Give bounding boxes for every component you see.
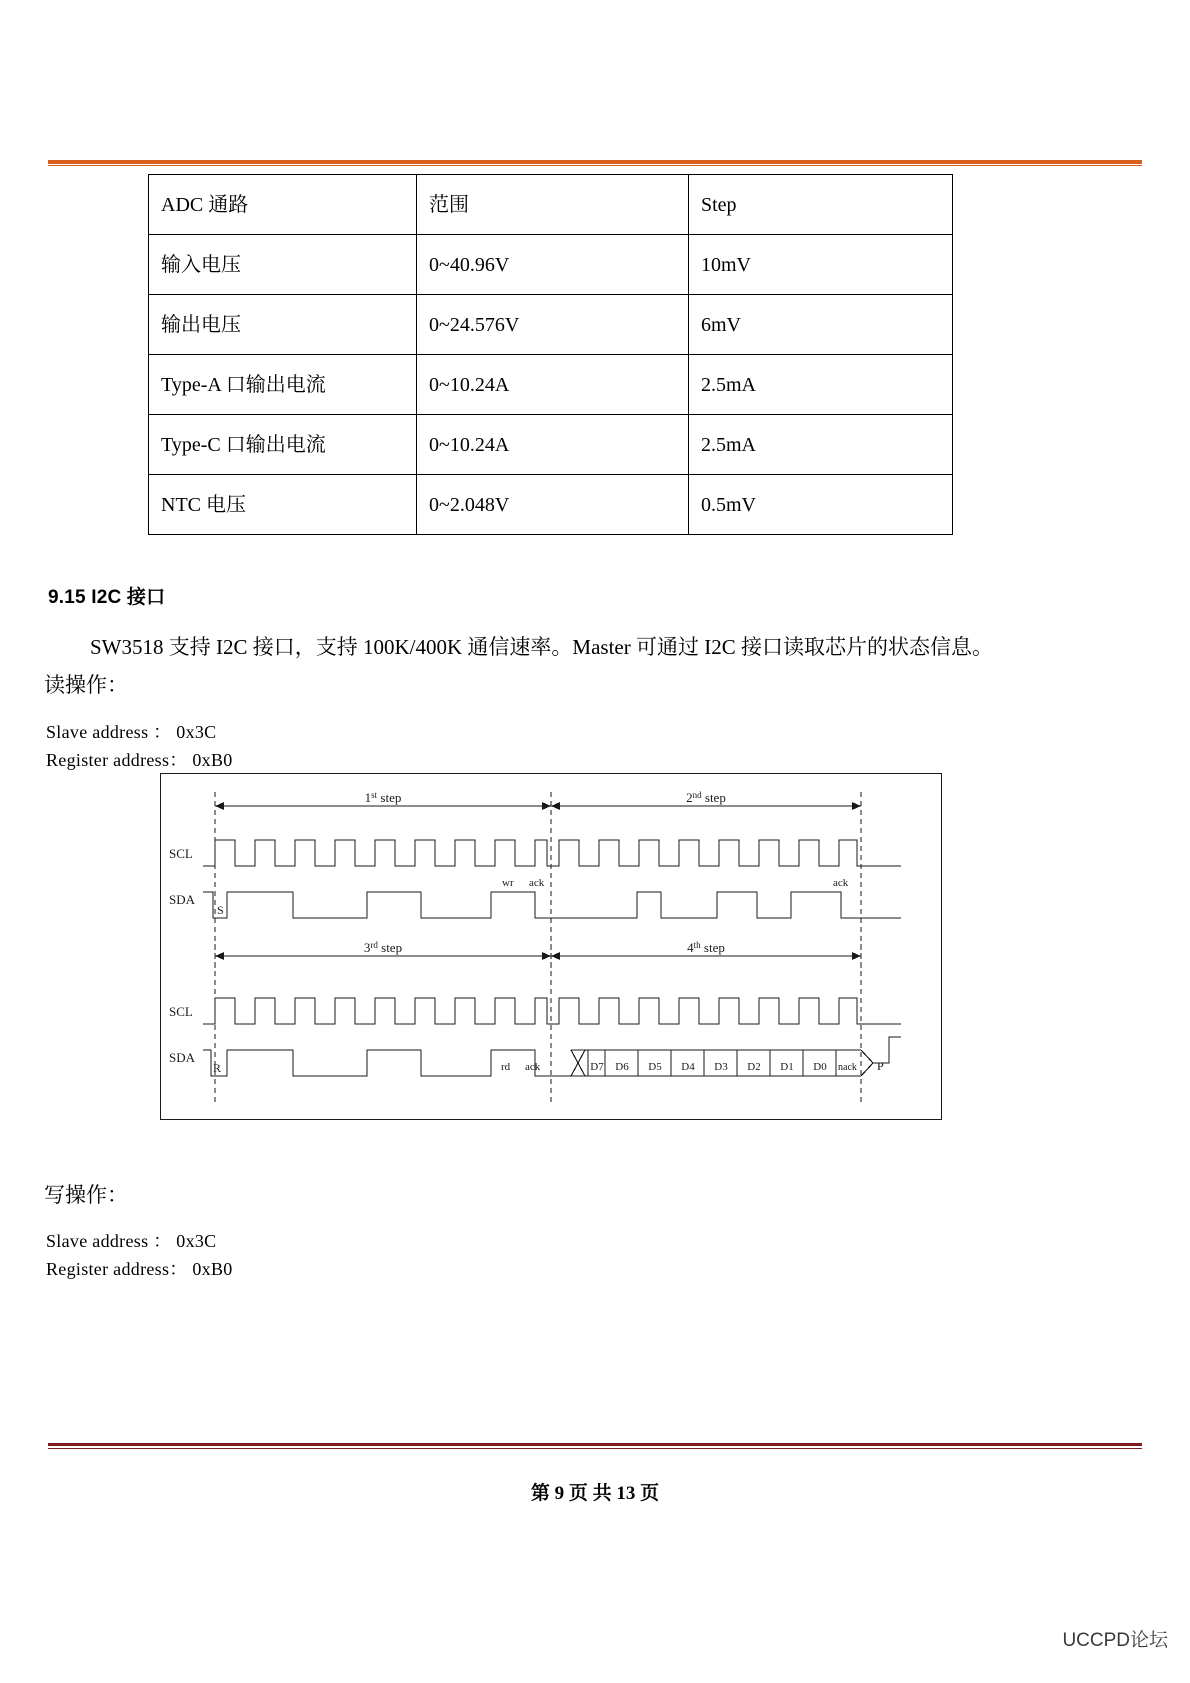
table-cell: 0~40.96V xyxy=(417,235,689,295)
table-cell: 输出电压 xyxy=(149,295,417,355)
i2c-read-timing-figure xyxy=(160,773,942,1120)
watermark: UCCPD论坛 xyxy=(1062,1630,1168,1651)
table-cell: 6mV xyxy=(689,295,953,355)
footer-rule-thin xyxy=(48,1448,1142,1449)
step-label-2: 2nd step xyxy=(686,790,726,805)
section-paragraph: SW3518 支持 I2C 接口，支持 100K/400K 通信速率。Master 可通过 I2C 接口读取芯片的状态信息。 xyxy=(90,635,993,659)
data-bit-d5: D5 xyxy=(648,1061,662,1073)
header-rule-thick xyxy=(48,160,1142,164)
signal-label-scl-2: SCL xyxy=(169,1004,193,1019)
table-cell: 0~2.048V xyxy=(417,475,689,535)
table-row xyxy=(149,475,953,535)
table-cell: 10mV xyxy=(689,235,953,295)
annotation-stop: P xyxy=(877,1059,884,1073)
step-label-3: 3rd step xyxy=(363,940,403,955)
signal-label-sda-2: SDA xyxy=(169,1050,196,1065)
table-header-row xyxy=(149,175,953,235)
annotation-ack-1: ack xyxy=(529,877,545,889)
page-number: 第 9 页 共 13 页 xyxy=(530,1483,660,1504)
footer-rule-thick xyxy=(48,1443,1142,1446)
annotation-nack: nack xyxy=(838,1062,857,1073)
step-label-4: 4th step xyxy=(687,940,725,955)
table-cell: 0.5mV xyxy=(689,475,953,535)
table-cell: 0~24.576V xyxy=(417,295,689,355)
table-header-cell: ADC 通路 xyxy=(149,175,417,235)
table-cell: 输入电压 xyxy=(149,235,417,295)
write-operation-label: 写操作： xyxy=(44,1183,128,1207)
table-header-cell: Step xyxy=(689,175,953,235)
table-row xyxy=(149,415,953,475)
data-bit-d7: D7 xyxy=(590,1061,604,1073)
timing-diagram-svg xyxy=(161,774,939,1117)
read-operation-label: 读操作： xyxy=(44,673,128,697)
write-register-address: Register address： 0xB0 xyxy=(46,1259,233,1279)
data-bit-d2: D2 xyxy=(747,1061,761,1073)
table-row xyxy=(149,235,953,295)
data-bit-d3: D3 xyxy=(714,1061,728,1073)
signal-label-scl-1: SCL xyxy=(169,846,193,861)
adc-spec-table xyxy=(148,174,953,535)
annotation-ack-2: ack xyxy=(833,877,849,889)
table-cell: Type-C 口输出电流 xyxy=(149,415,417,475)
annotation-start: S xyxy=(217,903,224,917)
table-row xyxy=(149,355,953,415)
write-slave-address: Slave address ： 0x3C xyxy=(46,1231,217,1251)
table-header-cell: 范围 xyxy=(417,175,689,235)
table-row xyxy=(149,295,953,355)
annotation-rd: rd xyxy=(501,1061,511,1073)
annotation-ack-3: ack xyxy=(525,1061,541,1073)
data-bit-d4: D4 xyxy=(681,1061,695,1073)
table-cell: 2.5mA xyxy=(689,355,953,415)
table-cell: Type-A 口输出电流 xyxy=(149,355,417,415)
read-slave-address: Slave address ： 0x3C xyxy=(46,722,217,742)
table-cell: NTC 电压 xyxy=(149,475,417,535)
section-heading: 9.15 I2C 接口 xyxy=(48,587,166,608)
table-cell: 2.5mA xyxy=(689,415,953,475)
read-register-address: Register address： 0xB0 xyxy=(46,750,233,770)
annotation-restart: R xyxy=(213,1061,222,1075)
step-label-1: 1st step xyxy=(364,790,402,805)
signal-label-sda-1: SDA xyxy=(169,892,196,907)
annotation-wr: wr xyxy=(502,877,514,889)
header-rule-thin xyxy=(48,165,1142,166)
table-cell: 0~10.24A xyxy=(417,355,689,415)
data-bit-d6: D6 xyxy=(615,1061,629,1073)
data-bit-d1: D1 xyxy=(780,1061,794,1073)
table-cell: 0~10.24A xyxy=(417,415,689,475)
data-bit-d0: D0 xyxy=(813,1061,827,1073)
